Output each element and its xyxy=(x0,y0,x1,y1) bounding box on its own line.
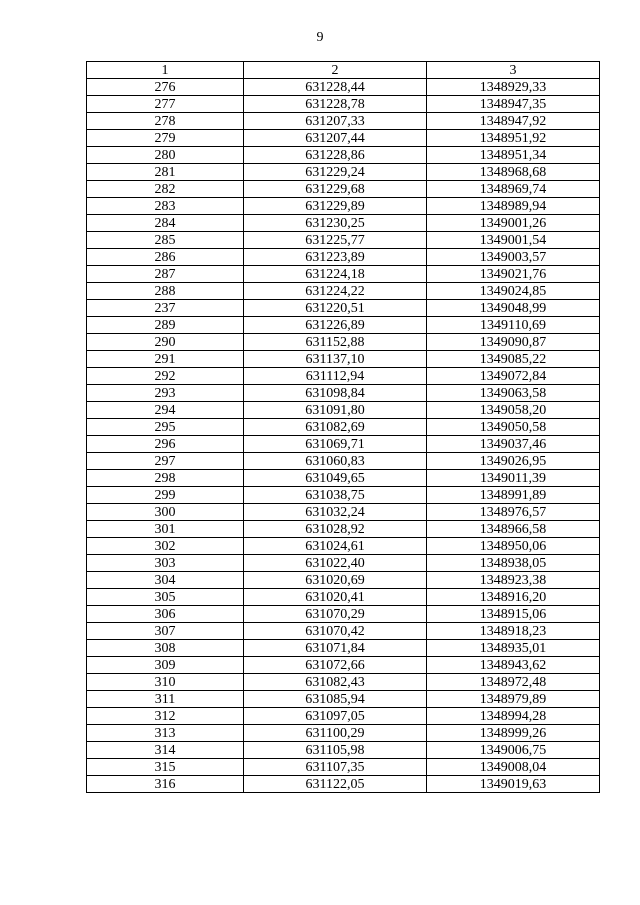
point-number-cell: 293 xyxy=(87,385,244,402)
table-row xyxy=(87,368,600,385)
point-number-cell: 316 xyxy=(87,776,244,793)
y-coordinate-cell: 1348994,28 xyxy=(427,708,600,725)
coordinates-table xyxy=(86,61,600,793)
table-row xyxy=(87,759,600,776)
x-coordinate-cell: 631098,84 xyxy=(244,385,427,402)
point-number-cell: 309 xyxy=(87,657,244,674)
x-coordinate-cell: 631070,29 xyxy=(244,606,427,623)
point-number-cell: 306 xyxy=(87,606,244,623)
point-number-cell: 311 xyxy=(87,691,244,708)
point-number-cell: 297 xyxy=(87,453,244,470)
x-coordinate-cell: 631100,29 xyxy=(244,725,427,742)
x-coordinate-cell: 631228,86 xyxy=(244,147,427,164)
table-row xyxy=(87,113,600,130)
x-coordinate-cell: 631082,69 xyxy=(244,419,427,436)
y-coordinate-cell: 1348947,92 xyxy=(427,113,600,130)
point-number-cell: 298 xyxy=(87,470,244,487)
y-coordinate-cell: 1348976,57 xyxy=(427,504,600,521)
x-coordinate-cell: 631091,80 xyxy=(244,402,427,419)
table-row xyxy=(87,538,600,555)
x-coordinate-cell: 631207,44 xyxy=(244,130,427,147)
x-coordinate-cell: 631071,84 xyxy=(244,640,427,657)
x-coordinate-cell: 631122,05 xyxy=(244,776,427,793)
y-coordinate-cell: 1348950,06 xyxy=(427,538,600,555)
y-coordinate-cell: 1349011,39 xyxy=(427,470,600,487)
y-coordinate-cell: 1348916,20 xyxy=(427,589,600,606)
point-number-cell: 301 xyxy=(87,521,244,538)
table-row xyxy=(87,589,600,606)
point-number-cell: 279 xyxy=(87,130,244,147)
table-row xyxy=(87,453,600,470)
y-coordinate-cell: 1349008,04 xyxy=(427,759,600,776)
table-row xyxy=(87,300,600,317)
table-row xyxy=(87,164,600,181)
table-row xyxy=(87,96,600,113)
point-number-cell: 281 xyxy=(87,164,244,181)
table-row xyxy=(87,351,600,368)
point-number-cell: 285 xyxy=(87,232,244,249)
table-row xyxy=(87,572,600,589)
y-coordinate-cell: 1348991,89 xyxy=(427,487,600,504)
x-coordinate-cell: 631226,89 xyxy=(244,317,427,334)
table-row xyxy=(87,742,600,759)
y-coordinate-cell: 1348968,68 xyxy=(427,164,600,181)
y-coordinate-cell: 1348935,01 xyxy=(427,640,600,657)
table-row xyxy=(87,232,600,249)
x-coordinate-cell: 631137,10 xyxy=(244,351,427,368)
point-number-cell: 290 xyxy=(87,334,244,351)
point-number-cell: 303 xyxy=(87,555,244,572)
y-coordinate-cell: 1349001,54 xyxy=(427,232,600,249)
table-row xyxy=(87,691,600,708)
table-row xyxy=(87,623,600,640)
x-coordinate-cell: 631224,18 xyxy=(244,266,427,283)
table-row xyxy=(87,521,600,538)
table-row xyxy=(87,674,600,691)
point-number-cell: 284 xyxy=(87,215,244,232)
table-row xyxy=(87,436,600,453)
point-number-cell: 276 xyxy=(87,79,244,96)
point-number-cell: 289 xyxy=(87,317,244,334)
point-number-cell: 287 xyxy=(87,266,244,283)
y-coordinate-cell: 1348918,23 xyxy=(427,623,600,640)
table-row xyxy=(87,504,600,521)
y-coordinate-cell: 1349026,95 xyxy=(427,453,600,470)
y-coordinate-cell: 1349072,84 xyxy=(427,368,600,385)
y-coordinate-cell: 1349090,87 xyxy=(427,334,600,351)
page-number: 9 xyxy=(316,30,324,45)
table-row xyxy=(87,181,600,198)
y-coordinate-cell: 1349110,69 xyxy=(427,317,600,334)
y-coordinate-cell: 1348999,26 xyxy=(427,725,600,742)
point-number-cell: 286 xyxy=(87,249,244,266)
point-number-cell: 282 xyxy=(87,181,244,198)
x-coordinate-cell: 631082,43 xyxy=(244,674,427,691)
table-row xyxy=(87,215,600,232)
point-number-cell: 307 xyxy=(87,623,244,640)
x-coordinate-cell: 631107,35 xyxy=(244,759,427,776)
table-row xyxy=(87,147,600,164)
y-coordinate-cell: 1348938,05 xyxy=(427,555,600,572)
column-header-1: 1 xyxy=(87,62,244,79)
y-coordinate-cell: 1349058,20 xyxy=(427,402,600,419)
y-coordinate-cell: 1348951,92 xyxy=(427,130,600,147)
y-coordinate-cell: 1349006,75 xyxy=(427,742,600,759)
y-coordinate-cell: 1348915,06 xyxy=(427,606,600,623)
y-coordinate-cell: 1348972,48 xyxy=(427,674,600,691)
x-coordinate-cell: 631229,24 xyxy=(244,164,427,181)
point-number-cell: 304 xyxy=(87,572,244,589)
table-row xyxy=(87,249,600,266)
point-number-cell: 278 xyxy=(87,113,244,130)
point-number-cell: 305 xyxy=(87,589,244,606)
point-number-cell: 295 xyxy=(87,419,244,436)
y-coordinate-cell: 1349019,63 xyxy=(427,776,600,793)
table-row xyxy=(87,776,600,793)
point-number-cell: 300 xyxy=(87,504,244,521)
y-coordinate-cell: 1348947,35 xyxy=(427,96,600,113)
x-coordinate-cell: 631228,44 xyxy=(244,79,427,96)
point-number-cell: 296 xyxy=(87,436,244,453)
x-coordinate-cell: 631220,51 xyxy=(244,300,427,317)
table-row xyxy=(87,402,600,419)
x-coordinate-cell: 631060,83 xyxy=(244,453,427,470)
table-row xyxy=(87,79,600,96)
point-number-cell: 288 xyxy=(87,283,244,300)
column-header-2: 2 xyxy=(244,62,427,79)
x-coordinate-cell: 631097,05 xyxy=(244,708,427,725)
y-coordinate-cell: 1348923,38 xyxy=(427,572,600,589)
x-coordinate-cell: 631069,71 xyxy=(244,436,427,453)
table-row xyxy=(87,606,600,623)
table-row xyxy=(87,334,600,351)
x-coordinate-cell: 631152,88 xyxy=(244,334,427,351)
x-coordinate-cell: 631225,77 xyxy=(244,232,427,249)
y-coordinate-cell: 1348969,74 xyxy=(427,181,600,198)
point-number-cell: 308 xyxy=(87,640,244,657)
x-coordinate-cell: 631229,68 xyxy=(244,181,427,198)
x-coordinate-cell: 631228,78 xyxy=(244,96,427,113)
table-row xyxy=(87,725,600,742)
x-coordinate-cell: 631207,33 xyxy=(244,113,427,130)
table-row xyxy=(87,657,600,674)
point-number-cell: 313 xyxy=(87,725,244,742)
point-number-cell: 299 xyxy=(87,487,244,504)
x-coordinate-cell: 631105,98 xyxy=(244,742,427,759)
x-coordinate-cell: 631038,75 xyxy=(244,487,427,504)
point-number-cell: 315 xyxy=(87,759,244,776)
x-coordinate-cell: 631032,24 xyxy=(244,504,427,521)
table-row xyxy=(87,640,600,657)
y-coordinate-cell: 1348989,94 xyxy=(427,198,600,215)
table-row xyxy=(87,385,600,402)
y-coordinate-cell: 1349021,76 xyxy=(427,266,600,283)
x-coordinate-cell: 631020,69 xyxy=(244,572,427,589)
table-row xyxy=(87,419,600,436)
y-coordinate-cell: 1349085,22 xyxy=(427,351,600,368)
point-number-cell: 302 xyxy=(87,538,244,555)
table-row xyxy=(87,708,600,725)
y-coordinate-cell: 1348951,34 xyxy=(427,147,600,164)
y-coordinate-cell: 1349037,46 xyxy=(427,436,600,453)
x-coordinate-cell: 631070,42 xyxy=(244,623,427,640)
column-header-3: 3 xyxy=(427,62,600,79)
table-row xyxy=(87,130,600,147)
table-row xyxy=(87,470,600,487)
x-coordinate-cell: 631224,22 xyxy=(244,283,427,300)
y-coordinate-cell: 1348943,62 xyxy=(427,657,600,674)
x-coordinate-cell: 631085,94 xyxy=(244,691,427,708)
y-coordinate-cell: 1349048,99 xyxy=(427,300,600,317)
y-coordinate-cell: 1349050,58 xyxy=(427,419,600,436)
point-number-cell: 280 xyxy=(87,147,244,164)
x-coordinate-cell: 631020,41 xyxy=(244,589,427,606)
x-coordinate-cell: 631229,89 xyxy=(244,198,427,215)
y-coordinate-cell: 1349003,57 xyxy=(427,249,600,266)
table-row xyxy=(87,266,600,283)
x-coordinate-cell: 631049,65 xyxy=(244,470,427,487)
x-coordinate-cell: 631112,94 xyxy=(244,368,427,385)
point-number-cell: 291 xyxy=(87,351,244,368)
x-coordinate-cell: 631230,25 xyxy=(244,215,427,232)
x-coordinate-cell: 631223,89 xyxy=(244,249,427,266)
point-number-cell: 283 xyxy=(87,198,244,215)
point-number-cell: 312 xyxy=(87,708,244,725)
y-coordinate-cell: 1349063,58 xyxy=(427,385,600,402)
y-coordinate-cell: 1349001,26 xyxy=(427,215,600,232)
x-coordinate-cell: 631072,66 xyxy=(244,657,427,674)
table-row xyxy=(87,283,600,300)
point-number-cell: 277 xyxy=(87,96,244,113)
point-number-cell: 310 xyxy=(87,674,244,691)
point-number-cell: 314 xyxy=(87,742,244,759)
y-coordinate-cell: 1349024,85 xyxy=(427,283,600,300)
point-number-cell: 294 xyxy=(87,402,244,419)
x-coordinate-cell: 631024,61 xyxy=(244,538,427,555)
table-header-row xyxy=(87,62,600,79)
point-number-cell: 292 xyxy=(87,368,244,385)
point-number-cell: 237 xyxy=(87,300,244,317)
y-coordinate-cell: 1348966,58 xyxy=(427,521,600,538)
x-coordinate-cell: 631022,40 xyxy=(244,555,427,572)
y-coordinate-cell: 1348929,33 xyxy=(427,79,600,96)
table-row xyxy=(87,555,600,572)
table-row xyxy=(87,198,600,215)
table-row xyxy=(87,317,600,334)
y-coordinate-cell: 1348979,89 xyxy=(427,691,600,708)
x-coordinate-cell: 631028,92 xyxy=(244,521,427,538)
table-row xyxy=(87,487,600,504)
